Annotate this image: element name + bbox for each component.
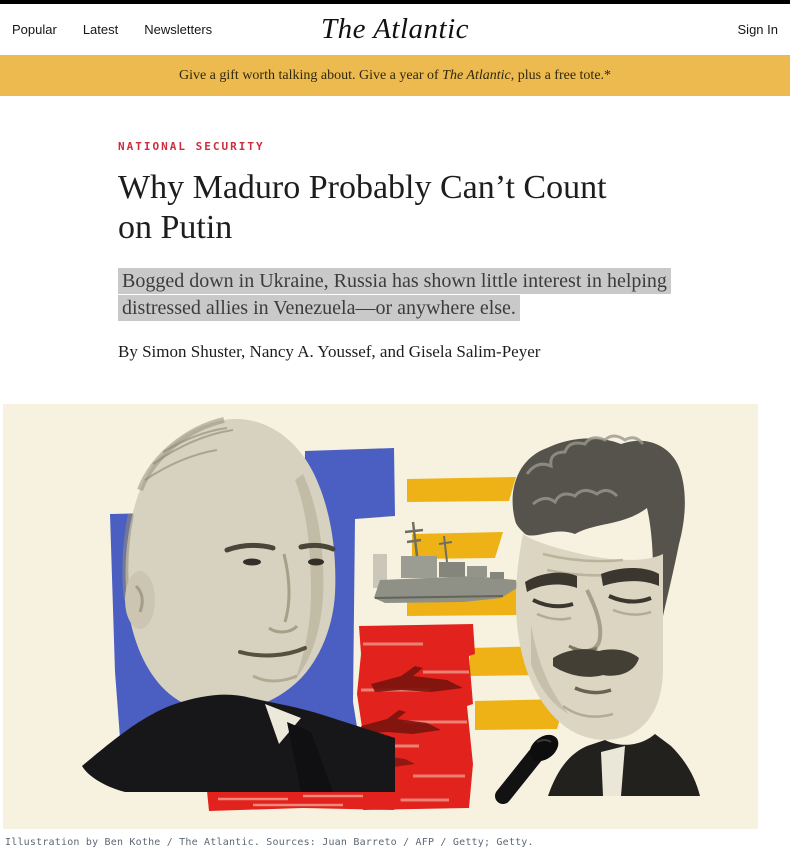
nav-link-latest[interactable]: Latest bbox=[82, 22, 119, 37]
lede-illustration bbox=[3, 404, 758, 829]
collage-illustration bbox=[3, 404, 758, 829]
article-header bbox=[0, 96, 790, 362]
promo-text: Give a gift worth talking about. Give a year of The Atlantic, plus a free tote.* bbox=[178, 67, 612, 83]
category-kicker[interactable]: NATIONAL SECURITY bbox=[118, 140, 265, 153]
article-byline: By Simon Shuster, Nancy A. Youssef, and Gisela Salim-Peyer bbox=[118, 342, 541, 362]
nav-link-newsletters[interactable]: Newsletters bbox=[144, 22, 213, 37]
article-dek: Bogged down in Ukraine, Russia has shown little interest in helping distressed allies in Venezuela—or anywhere else. bbox=[118, 268, 678, 322]
nav-link-popular[interactable]: Popular bbox=[12, 22, 57, 37]
sign-in-button[interactable]: Sign In bbox=[737, 22, 778, 37]
illustration-credit: Illustration by Ben Kothe / The Atlantic. Sources: Juan Barreto / AFP / Getty; Getty. bbox=[5, 837, 534, 849]
article-headline: Why Maduro Probably Can’t Count on Putin bbox=[118, 169, 607, 247]
maduro-shirt bbox=[601, 746, 625, 796]
gift-promo-banner[interactable] bbox=[0, 55, 790, 96]
red-bottom-band bbox=[207, 789, 401, 811]
putin-ear bbox=[125, 571, 155, 629]
the-atlantic-logo[interactable]: The Atlantic bbox=[320, 13, 470, 45]
site-header bbox=[0, 4, 790, 55]
promo-brand-name: The Atlantic bbox=[442, 67, 511, 83]
